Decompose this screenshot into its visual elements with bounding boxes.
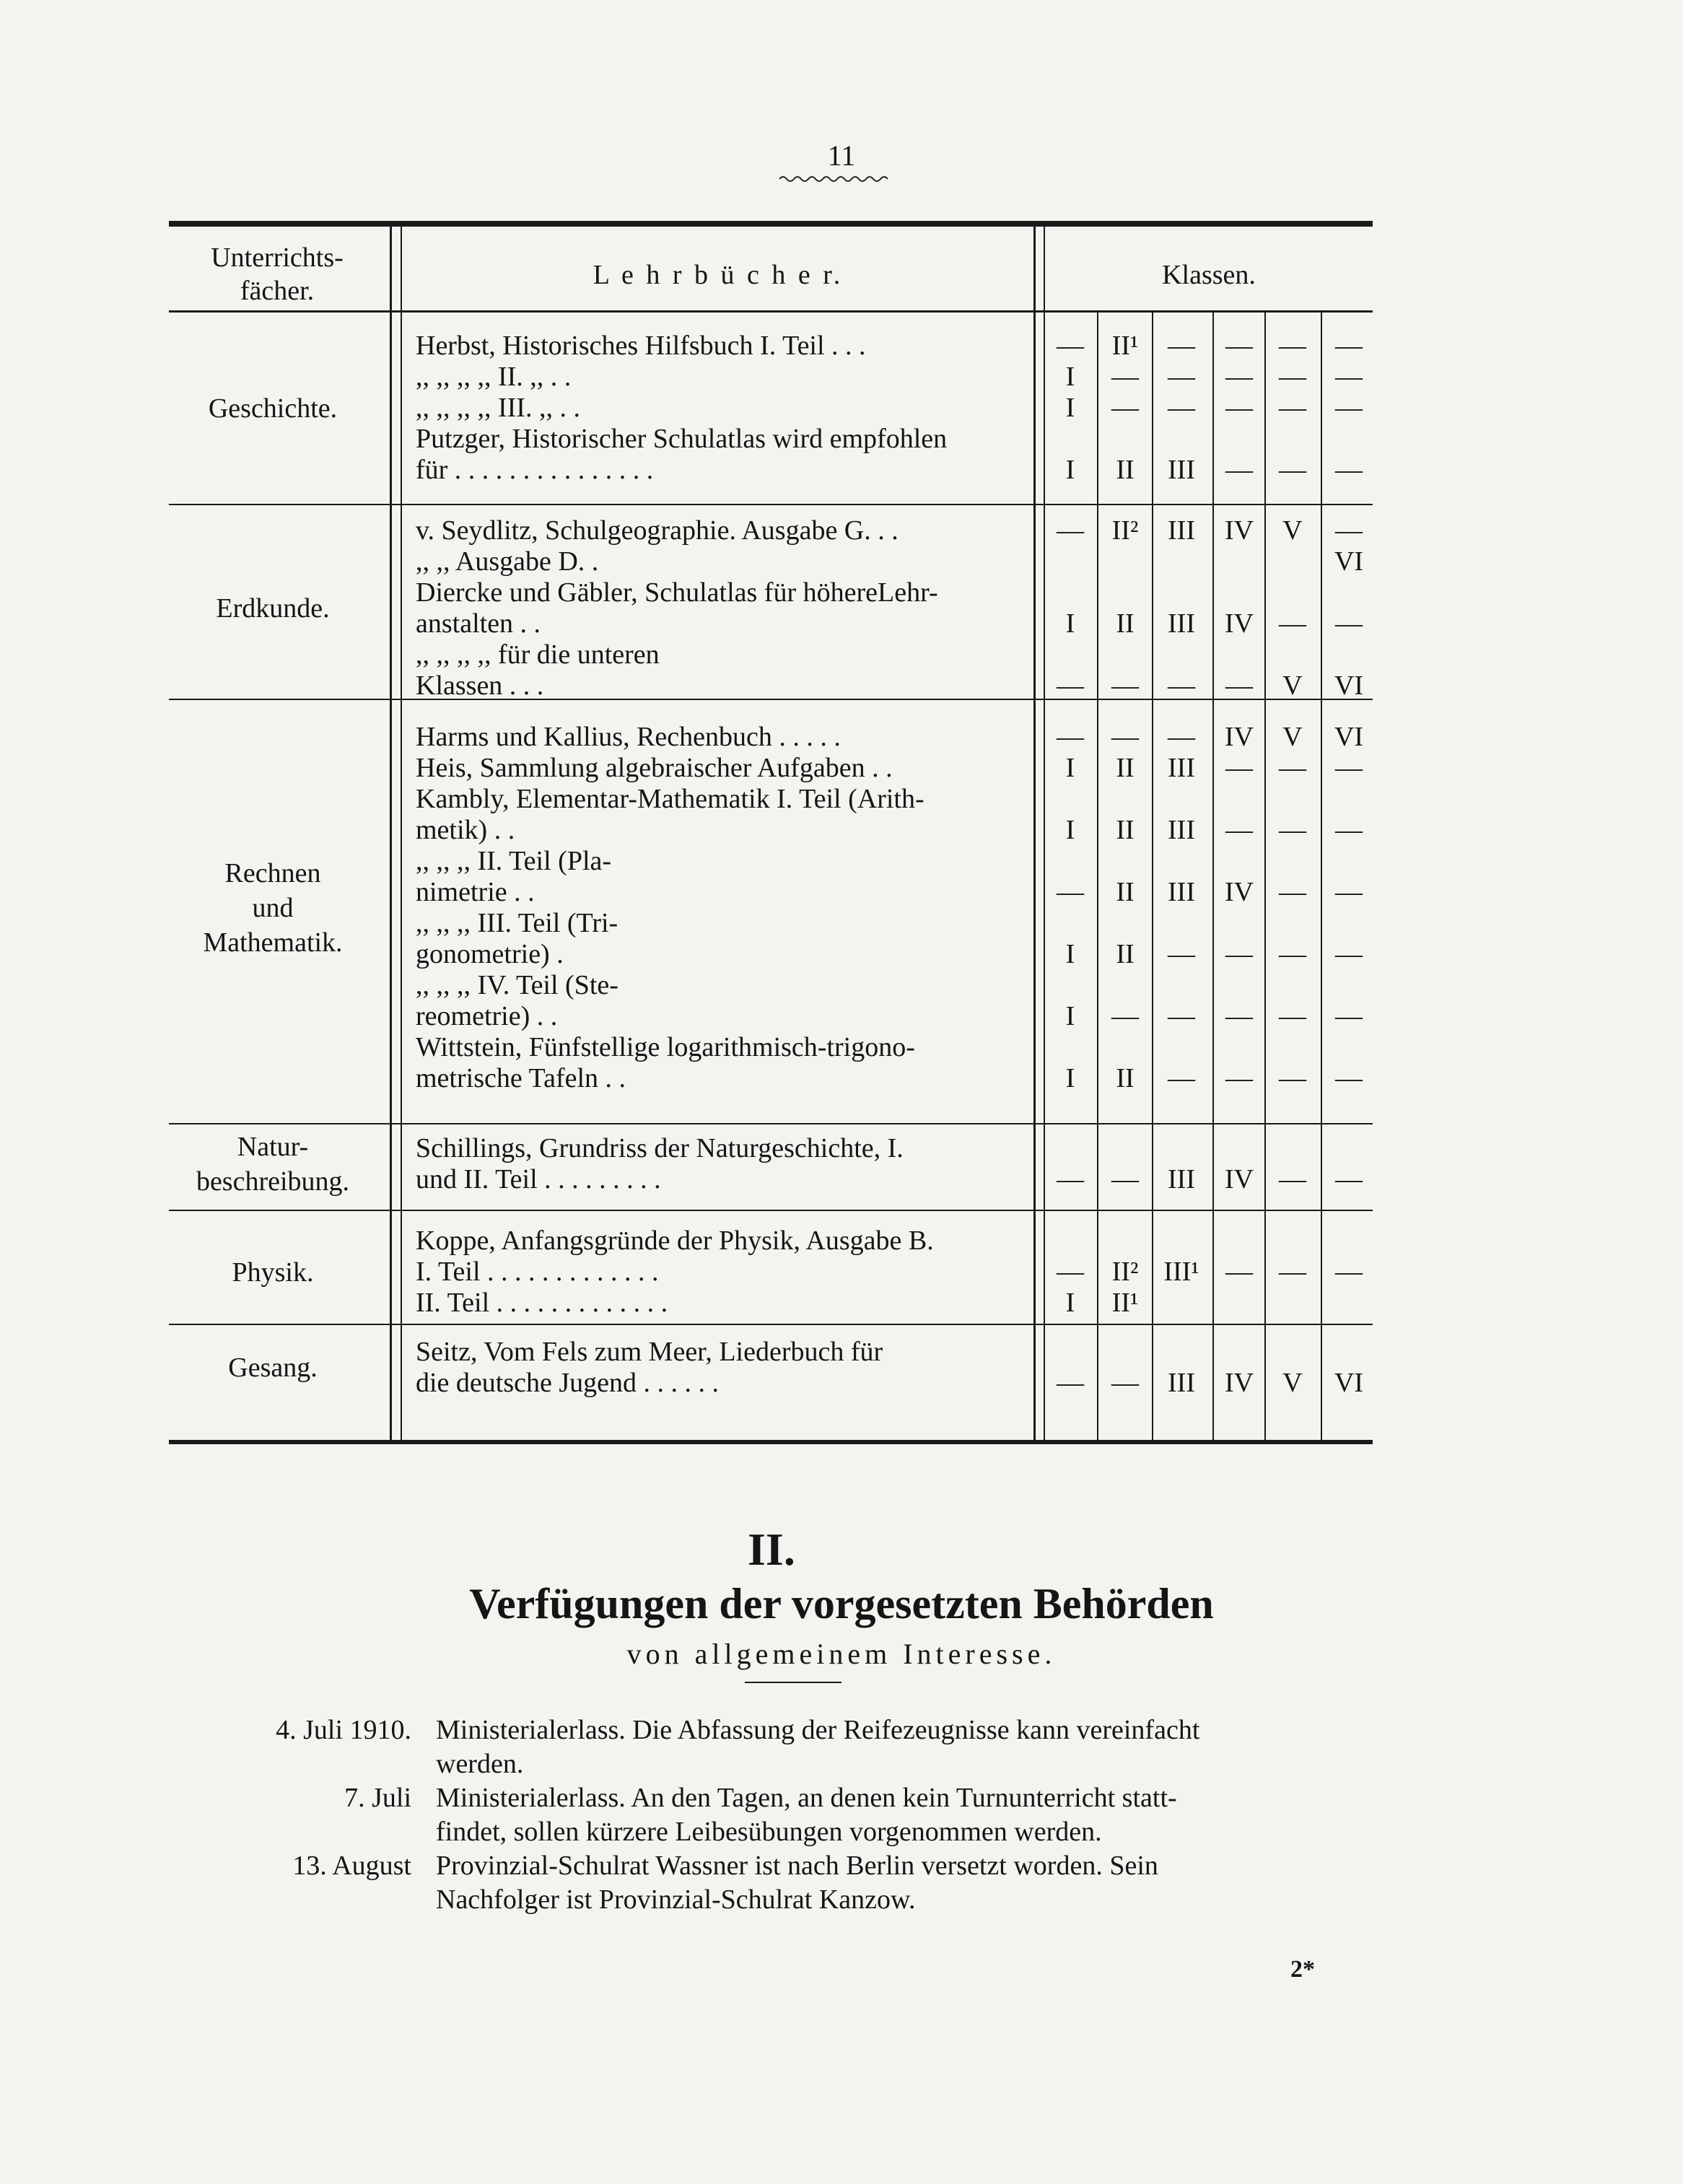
book-entry: Schillings, Grundriss der Naturgeschichte, I. <box>416 1133 904 1163</box>
class-mark: — <box>1057 671 1084 701</box>
book-entry: ,, ,, ,, II. Teil (Pla- <box>416 846 612 876</box>
class-mark: — <box>1279 331 1306 361</box>
class-mark: IV <box>1224 877 1254 907</box>
class-mark: I <box>1065 1001 1075 1031</box>
class-mark: — <box>1335 608 1363 639</box>
class-mark: — <box>1168 393 1195 423</box>
book-entry: die deutsche Jugend . . . . . . <box>416 1368 720 1398</box>
announcement-date: 13. August <box>292 1851 411 1881</box>
class-mark: — <box>1168 671 1195 701</box>
class-mark: — <box>1335 877 1363 907</box>
class-mark: — <box>1057 722 1084 752</box>
book-entry: ,, ,, ,, ,, III. ,, . . <box>416 393 580 423</box>
book-entry: metrische Tafeln . . <box>416 1063 626 1093</box>
section-subtitle: von allgemeinem Interesse. <box>626 1638 1057 1670</box>
class-mark: — <box>1057 331 1084 361</box>
class-mark: II <box>1116 753 1135 783</box>
class-mark: — <box>1335 1257 1363 1287</box>
announcement-line: Ministerialerlass. Die Abfassung der Reifezeugnisse kann vereinfacht <box>436 1715 1200 1745</box>
class-mark: — <box>1335 1001 1363 1031</box>
class-mark: I <box>1065 1063 1075 1093</box>
class-mark: II <box>1116 1063 1135 1093</box>
class-mark: IV <box>1224 1164 1254 1194</box>
book-entry: ,, ,, Ausgabe D. . <box>416 546 599 577</box>
subject-cell <box>165 1130 381 1199</box>
class-mark: — <box>1168 362 1195 392</box>
book-entry: v. Seydlitz, Schulgeographie. Ausgabe G. . . <box>416 515 899 546</box>
announcement-line: Nachfolger ist Provinzial-Schulrat Kanzow. <box>436 1884 916 1915</box>
class-mark: VI <box>1334 1368 1364 1398</box>
book-entry: reometrie) . . <box>416 1001 558 1031</box>
class-mark: II² <box>1111 1257 1139 1287</box>
class-mark: VI <box>1334 546 1364 577</box>
class-mark: — <box>1225 671 1253 701</box>
class-mark: III <box>1168 753 1195 783</box>
class-mark: — <box>1335 939 1363 969</box>
book-entry: Harms und Kallius, Rechenbuch . . . . . <box>416 722 841 752</box>
class-mark: IV <box>1224 515 1254 546</box>
book-entry: ,, ,, ,, ,, für die unteren <box>416 639 660 670</box>
subject-line: Rechnen <box>224 858 321 888</box>
section-underline <box>745 1682 842 1683</box>
class-mark: — <box>1111 362 1139 392</box>
class-mark: II <box>1116 877 1135 907</box>
subject-column-divider <box>390 225 392 1440</box>
class-mark: IV <box>1224 608 1254 639</box>
group-rule-5 <box>169 1324 1373 1325</box>
book-entry: metik) . . <box>416 815 515 845</box>
class-mark: I <box>1065 455 1075 485</box>
subject-cell <box>165 1350 381 1385</box>
section-title: Verfügungen der vorgesetzten Behörden <box>469 1580 1214 1628</box>
class-mark: — <box>1225 1001 1253 1031</box>
announcement-date: 7. Juli <box>344 1783 411 1813</box>
class-mark: — <box>1225 939 1253 969</box>
class-mark: III <box>1168 455 1195 485</box>
class-mark: — <box>1279 877 1306 907</box>
class-mark: — <box>1335 455 1363 485</box>
class-mark: — <box>1335 753 1363 783</box>
class-mark: — <box>1057 877 1084 907</box>
class-mark: — <box>1225 455 1253 485</box>
book-entry: Wittstein, Fünfstellige logarithmisch-trigono- <box>416 1032 915 1062</box>
subject-line: Mathematik. <box>203 927 343 958</box>
class-mark: — <box>1225 393 1253 423</box>
class-mark: — <box>1225 331 1253 361</box>
class-mark: — <box>1335 1164 1363 1194</box>
class-mark: II¹ <box>1111 1288 1139 1318</box>
class-mark: — <box>1225 1257 1253 1287</box>
subject-cell <box>165 1255 381 1290</box>
class-mark: III <box>1168 515 1195 546</box>
class-mark: III <box>1168 1164 1195 1194</box>
class-mark: — <box>1279 815 1306 845</box>
announcement-line: Provinzial-Schulrat Wassner ist nach Berlin versetzt worden. Sein <box>436 1851 1158 1881</box>
book-entry: gonometrie) . <box>416 939 564 969</box>
subject-line: Natur- <box>237 1132 309 1162</box>
class-mark: V <box>1282 1368 1303 1398</box>
book-entry: ,, ,, ,, IV. Teil (Ste- <box>416 970 618 1000</box>
class-mark: III <box>1168 1368 1195 1398</box>
subject-line: und <box>252 893 294 923</box>
book-entry: Putzger, Historischer Schulatlas wird empfohlen <box>416 424 948 454</box>
subject-cell <box>165 856 381 960</box>
class-mark: III¹ <box>1163 1257 1199 1287</box>
class-mark: — <box>1279 753 1306 783</box>
header-classes: Klassen. <box>1162 260 1256 290</box>
announcement-line: werden. <box>436 1749 524 1779</box>
class-mark: II <box>1116 608 1135 639</box>
class-mark: — <box>1111 393 1139 423</box>
class-mark: — <box>1279 1063 1306 1093</box>
book-entry: Diercke und Gäbler, Schulatlas für höhereLehr- <box>416 577 938 608</box>
class-mark: — <box>1279 455 1306 485</box>
class-mark: — <box>1168 939 1195 969</box>
class-mark: II <box>1116 455 1135 485</box>
class-mark: VI <box>1334 671 1364 701</box>
book-entry: II. Teil . . . . . . . . . . . . . <box>416 1288 668 1318</box>
class-mark: I <box>1065 393 1075 423</box>
group-rule-1 <box>169 504 1373 505</box>
classes-column-divider <box>1033 225 1036 1440</box>
announcement-date: 4. Juli 1910. <box>276 1715 411 1745</box>
class-mark: VI <box>1334 722 1364 752</box>
subject-line: beschreibung. <box>196 1166 350 1197</box>
class-mark: — <box>1111 1164 1139 1194</box>
wavy-ornament <box>779 173 888 185</box>
book-entry: Herbst, Historisches Hilfsbuch I. Teil . . . <box>416 331 866 361</box>
group-rule-4 <box>169 1210 1373 1211</box>
book-entry: für . . . . . . . . . . . . . . . <box>416 455 654 485</box>
class-mark: V <box>1282 515 1303 546</box>
header-books: L e h r b ü c h e r. <box>593 260 844 290</box>
subject-line: Physik. <box>232 1257 314 1288</box>
header-subjects <box>169 241 385 307</box>
book-entry: Koppe, Anfangsgründe der Physik, Ausgabe B. <box>416 1226 934 1256</box>
class-mark: — <box>1279 1257 1306 1287</box>
book-entry: ,, ,, ,, III. Teil (Tri- <box>416 908 618 938</box>
book-entry: anstalten . . <box>416 608 541 639</box>
section-numeral: II. <box>748 1524 795 1575</box>
book-entry: Kambly, Elementar-Mathematik I. Teil (Arith- <box>416 784 924 814</box>
class-mark: — <box>1279 393 1306 423</box>
class-mark: IV <box>1224 1368 1254 1398</box>
class-mark: III <box>1168 608 1195 639</box>
class-mark: — <box>1335 1063 1363 1093</box>
class-mark: I <box>1065 815 1075 845</box>
group-rule-3 <box>169 1123 1373 1124</box>
subject-line: Gesang. <box>228 1353 318 1383</box>
class-mark: — <box>1225 753 1253 783</box>
announcement-line: findet, sollen kürzere Leibesübungen vorgenommen werden. <box>436 1817 1102 1847</box>
announcement-line: Ministerialerlass. An den Tagen, an denen kein Turnunterricht statt- <box>436 1783 1177 1813</box>
subject-cell <box>165 591 381 626</box>
book-entry: ,, ,, ,, ,, II. ,, . . <box>416 362 572 392</box>
class-mark: — <box>1057 1368 1084 1398</box>
subject-column-divider-2 <box>401 225 402 1440</box>
subject-line: Geschichte. <box>208 393 338 424</box>
class-mark: — <box>1279 608 1306 639</box>
book-entry: Heis, Sammlung algebraischer Aufgaben . . <box>416 753 893 783</box>
class-mark: — <box>1168 331 1195 361</box>
table-top-rule <box>169 221 1373 227</box>
class-mark: — <box>1225 362 1253 392</box>
class-mark: — <box>1335 362 1363 392</box>
class-mark: — <box>1168 1063 1195 1093</box>
class-mark: — <box>1335 331 1363 361</box>
class-mark: II <box>1116 939 1135 969</box>
class-mark: I <box>1065 362 1075 392</box>
class-mark: — <box>1168 722 1195 752</box>
class-mark: — <box>1225 815 1253 845</box>
announcement-text <box>436 1713 1368 1781</box>
class-mark: II <box>1116 815 1135 845</box>
header-bottom-rule <box>169 310 1373 313</box>
class-mark: — <box>1279 1164 1306 1194</box>
subject-line: Erdkunde. <box>216 593 330 624</box>
class-mark: I <box>1065 608 1075 639</box>
class-mark: — <box>1225 1063 1253 1093</box>
class-mark: — <box>1057 1257 1084 1287</box>
class-mark: III <box>1168 815 1195 845</box>
class-mark: V <box>1282 722 1303 752</box>
announcement-text <box>436 1781 1368 1849</box>
class-mark: — <box>1279 939 1306 969</box>
class-mark: — <box>1111 1001 1139 1031</box>
class-mark: V <box>1282 671 1303 701</box>
class-mark: — <box>1057 1164 1084 1194</box>
book-entry: nimetrie . . <box>416 877 535 907</box>
page-number: 11 <box>827 139 856 172</box>
class-mark: II² <box>1111 515 1139 546</box>
header-subjects-line-1: Unterrichts- <box>211 243 344 273</box>
class-mark: — <box>1111 671 1139 701</box>
class-mark: — <box>1335 393 1363 423</box>
class-mark: I <box>1065 1288 1075 1318</box>
class-mark: — <box>1168 1001 1195 1031</box>
class-mark: I <box>1065 939 1075 969</box>
class-mark: — <box>1111 722 1139 752</box>
book-entry: Seitz, Vom Fels zum Meer, Liederbuch für <box>416 1337 883 1367</box>
table-bottom-rule <box>169 1440 1373 1444</box>
announcement-text <box>436 1849 1368 1917</box>
book-entry: Klassen . . . <box>416 671 544 701</box>
class-mark: IV <box>1224 722 1254 752</box>
class-mark: — <box>1057 515 1084 546</box>
class-mark: — <box>1279 1001 1306 1031</box>
header-subjects-line-2: fächer. <box>240 276 315 306</box>
class-mark: I <box>1065 753 1075 783</box>
class-mark: II¹ <box>1111 331 1139 361</box>
class-mark: — <box>1279 362 1306 392</box>
book-entry: und II. Teil . . . . . . . . . <box>416 1164 661 1194</box>
book-entry: I. Teil . . . . . . . . . . . . . <box>416 1257 659 1287</box>
class-mark: III <box>1168 877 1195 907</box>
class-mark: — <box>1335 815 1363 845</box>
page-folio: 2* <box>1290 1956 1315 1983</box>
subject-cell <box>165 391 381 426</box>
class-mark: — <box>1111 1368 1139 1398</box>
class-mark: — <box>1335 515 1363 546</box>
